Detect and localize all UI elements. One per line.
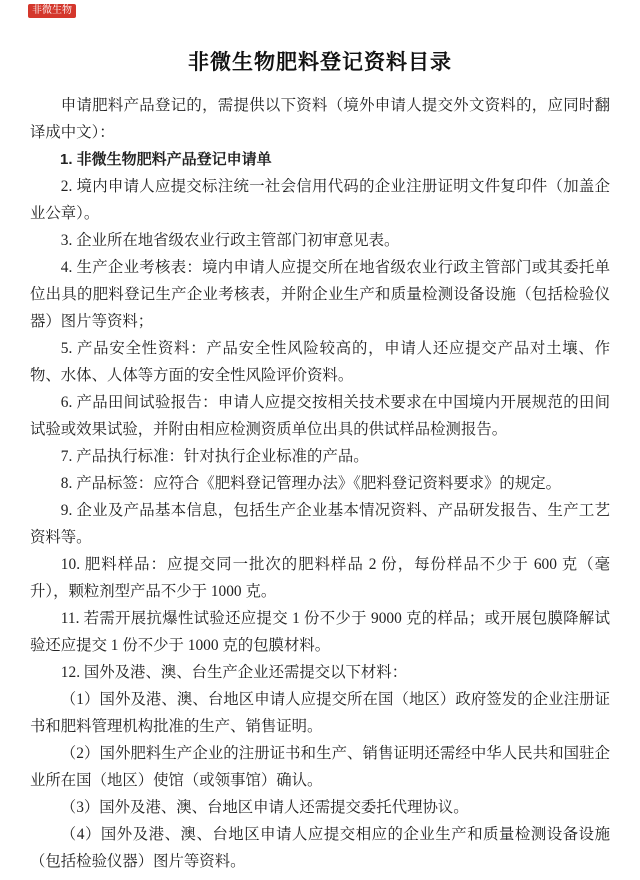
document-paragraph: （2）国外肥料生产企业的注册证书和生产、销售证明还需经中华人民共和国驻企业所在国（地区）使馆（或领事馆）确认。: [30, 745, 610, 789]
document-paragraph: 7. 产品执行标准：针对执行企业标准的产品。: [60, 448, 369, 465]
document-body: [30, 92, 610, 875]
page-title: 非微生物肥料登记资料目录: [188, 51, 452, 74]
document-paragraph: 8. 产品标签：应符合《肥料登记管理办法》《肥料登记资料要求》的规定。: [60, 475, 561, 492]
document-paragraph: 12. 国外及港、澳、台生产企业还需提交以下材料：: [60, 664, 408, 681]
document-paragraph: （1）国外及港、澳、台地区申请人应提交所在国（地区）政府签发的企业注册证书和肥料管理机构批准的生产、销售证明。: [30, 691, 610, 735]
document-paragraph: 3. 企业所在地省级农业行政主管部门初审意见表。: [60, 232, 400, 249]
document-paragraph: 申请肥料产品登记的，需提供以下资料（境外申请人提交外文资料的，应同时翻译成中文）：: [30, 97, 610, 141]
document-paragraph: 5. 产品安全性资料：产品安全性风险较高的，申请人还应提交产品对土壤、作物、水体、人体等方面的安全性风险评价资料。: [30, 340, 610, 384]
document-paragraph: （3）国外及港、澳、台地区申请人还需提交委托代理协议。: [60, 799, 469, 816]
document-paragraph: 11. 若需开展抗爆性试验还应提交 1 份不少于 9000 克的样品；或开展包膜降解试验还应提交 1 份不少于 1000 克的包膜材料。: [30, 610, 610, 654]
document-paragraph: 2. 境内申请人应提交标注统一社会信用代码的企业注册证明文件复印件（加盖企业公章）。: [30, 178, 610, 222]
document-paragraph: 1. 非微生物肥料产品登记申请单: [60, 151, 272, 168]
document-paragraph: （4）国外及港、澳、台地区申请人应提交相应的企业生产和质量检测设备设施（包括检验仪器）图片等资料。: [30, 826, 610, 870]
document-paragraph: 10. 肥料样品：应提交同一批次的肥料样品 2 份，每份样品不少于 600 克（毫升），颗粒剂型产品不少于 1000 克。: [30, 556, 610, 600]
document-paragraph: 4. 生产企业考核表：境内申请人应提交所在地省级农业行政主管部门或其委托单位出具的肥料登记生产企业考核表，并附企业生产和质量检测设备设施（包括检验仪器）图片等资料；: [30, 259, 610, 330]
document-paragraph: 9. 企业及产品基本信息，包括生产企业基本情况资料、产品研发报告、生产工艺资料等。: [30, 502, 610, 546]
source-tag-badge: 非微生物: [28, 4, 76, 18]
document-paragraph: 6. 产品田间试验报告：申请人应提交按相关技术要求在中国境内开展规范的田间试验或效果试验，并附由相应检测资质单位出具的供试样品检测报告。: [30, 394, 610, 438]
